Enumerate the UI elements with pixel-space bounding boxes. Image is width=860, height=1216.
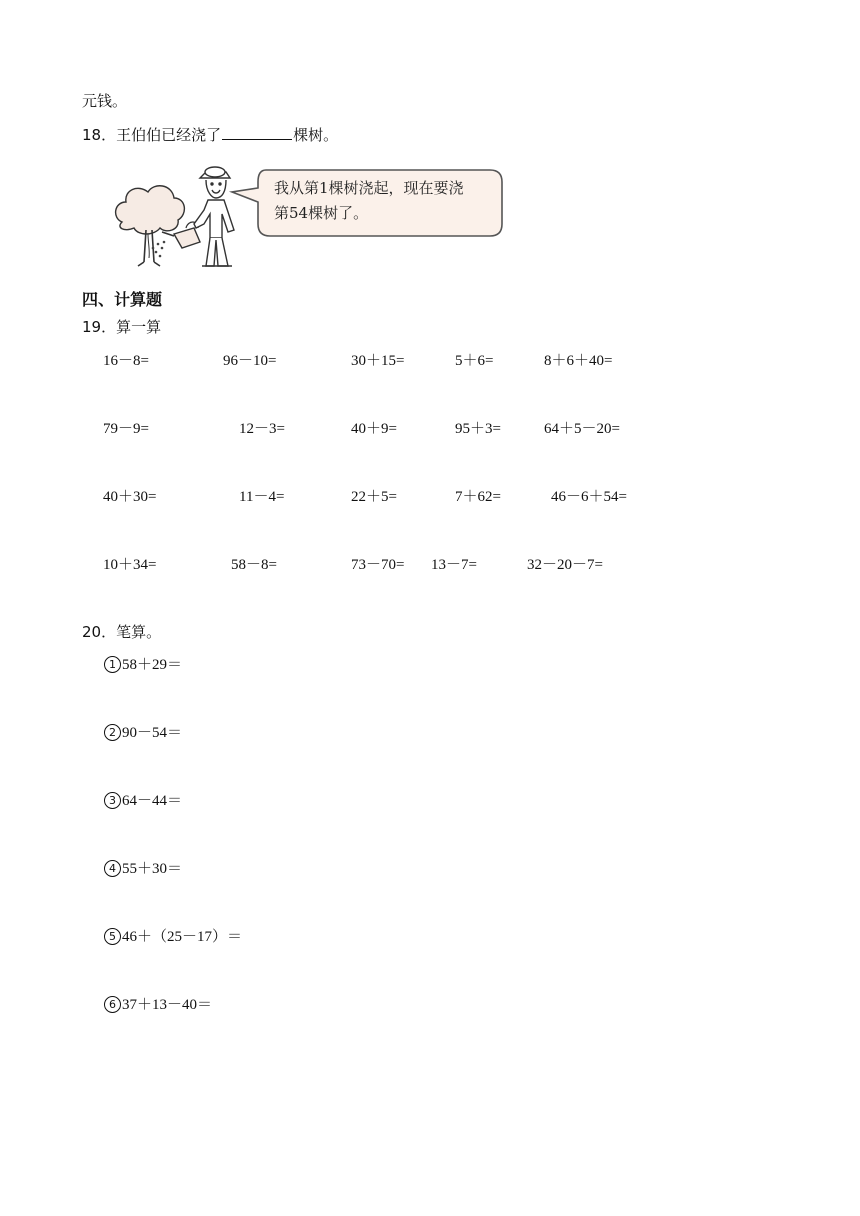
math-problem: 30＋15= [351, 353, 405, 369]
math-problem: 58－8= [231, 557, 277, 573]
math-problem: 7＋62= [455, 489, 501, 505]
math-problem: 46－6＋54= [551, 489, 627, 505]
section-heading: 四、计算题 [82, 290, 163, 309]
speech-bubble-line2: 第54棵树了。 [274, 204, 369, 222]
tree-foliage [116, 186, 185, 234]
question-19-label: 19．算一算 [82, 318, 162, 336]
circled-number-marker: 5 [104, 928, 121, 945]
column-arithmetic-item [104, 925, 242, 946]
circled-number-marker: 1 [104, 656, 121, 673]
circled-number-marker: 3 [104, 792, 121, 809]
question-18-text-before: 王伯伯已经浇了 [116, 126, 222, 144]
column-arithmetic-expression: 55＋30＝ [122, 861, 183, 877]
question-18 [82, 124, 338, 145]
question-number: 18． [82, 126, 117, 144]
math-problem: 22＋5= [351, 489, 397, 505]
circled-number-marker: 2 [104, 724, 121, 741]
column-arithmetic-item [104, 721, 182, 742]
column-arithmetic-expression: 46＋（25－17）＝ [122, 929, 243, 945]
circled-number-marker: 6 [104, 996, 121, 1013]
math-problem: 5＋6= [455, 353, 494, 369]
math-problem: 8＋6＋40= [544, 353, 613, 369]
column-arithmetic-item [104, 857, 182, 878]
column-arithmetic-item [104, 653, 182, 674]
math-problem: 32－20－7= [527, 557, 603, 573]
math-problem: 16－8= [103, 353, 149, 369]
column-arithmetic-expression: 64－44＝ [122, 793, 183, 809]
math-problem: 73－70= [351, 557, 405, 573]
gardener-figure [194, 167, 234, 266]
column-arithmetic-expression: 90－54＝ [122, 725, 183, 741]
math-problem: 11－4= [239, 489, 285, 505]
column-arithmetic-expression: 58＋29＝ [122, 657, 183, 673]
q17-tail-text: 元钱。 [82, 92, 128, 110]
question-18-text-after: 棵树。 [293, 126, 339, 144]
math-problem: 95＋3= [455, 421, 501, 437]
math-problem: 64＋5－20= [544, 421, 620, 437]
math-problem: 10＋34= [103, 557, 157, 573]
math-problem: 13－7= [431, 557, 477, 573]
gardener-illustration [108, 162, 508, 272]
math-problem: 40＋9= [351, 421, 397, 437]
column-arithmetic-expression: 37＋13－40＝ [122, 997, 213, 1013]
math-problem: 12－3= [239, 421, 285, 437]
math-problem: 96－10= [223, 353, 277, 369]
math-problem: 40＋30= [103, 489, 157, 505]
math-problem: 79－9= [103, 421, 149, 437]
column-arithmetic-item [104, 789, 182, 810]
column-arithmetic-item [104, 993, 212, 1014]
watering-can [174, 228, 200, 248]
circled-number-marker: 4 [104, 860, 121, 877]
question-20-label: 20．笔算。 [82, 623, 162, 641]
gardener-tree-drawing [108, 162, 508, 272]
speech-bubble-line1: 我从第1棵树浇起，现在要浇 [274, 179, 464, 197]
answer-blank[interactable] [222, 125, 292, 140]
